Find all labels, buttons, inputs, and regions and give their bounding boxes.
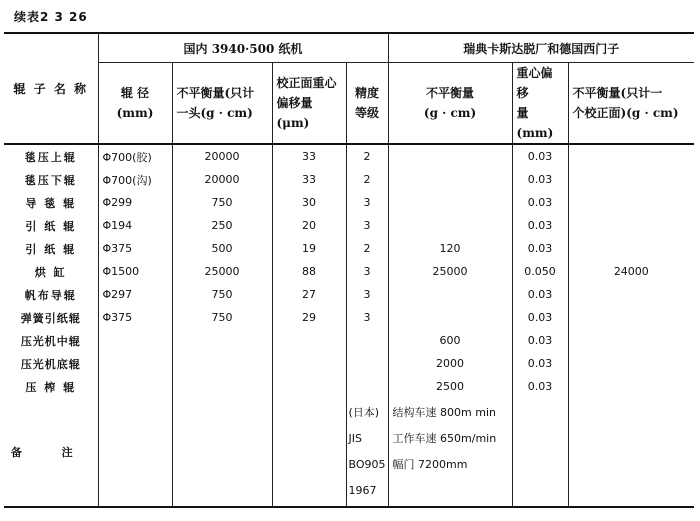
cell-imbalance-domestic: 20000 (172, 144, 272, 168)
header-group-domestic: 国内 3940·500 纸机 (98, 33, 388, 63)
cell-imbalance-sweden: 600 (388, 329, 512, 352)
remarks-empty-diameter (98, 398, 172, 507)
cell-offset-sweden: 0.03 (512, 306, 568, 329)
cell-diameter: Φ299 (98, 191, 172, 214)
cell-imbalance-sweden (388, 306, 512, 329)
remarks-empty-offset (272, 398, 346, 507)
cell-roll-name: 压光机中辊 (4, 329, 98, 352)
cell-roll-name: 毯压上辊 (4, 144, 98, 168)
table-row (4, 329, 694, 352)
cell-imbalance-sweden-each: 24000 (568, 260, 694, 283)
cell-grade: 2 (346, 168, 388, 191)
cell-imbalance-sweden (388, 214, 512, 237)
header-offset-domestic-line2: 偏移量(μm) (276, 96, 313, 130)
cell-grade: 2 (346, 237, 388, 260)
header-imbalance-domestic-line2: 一头(g · cm) (176, 106, 253, 120)
cell-imbalance-sweden (388, 144, 512, 168)
remarks-empty-offset-sweden (512, 398, 568, 507)
cell-offset-sweden: 0.03 (512, 237, 568, 260)
header-imbalance-sweden-each-line1: 不平衡量(只计一 (572, 86, 663, 100)
table-row (4, 144, 694, 168)
cell-offset-domestic: 30 (272, 191, 346, 214)
remarks-label: 备 注 (4, 398, 98, 507)
cell-grade: 3 (346, 283, 388, 306)
cell-imbalance-domestic: 25000 (172, 260, 272, 283)
header-imbalance-domestic-line1: 不平衡量(只计 (176, 86, 255, 100)
cell-diameter (98, 329, 172, 352)
remarks-row (4, 398, 694, 507)
cell-imbalance-sweden-each (568, 352, 694, 375)
header-accuracy-line2: 等级 (355, 106, 380, 120)
cell-offset-sweden: 0.03 (512, 168, 568, 191)
cell-diameter: Φ194 (98, 214, 172, 237)
header-offset-sweden-line2: 量(mm) (516, 106, 554, 140)
remarks-empty-imbalance (172, 398, 272, 507)
remarks-spec-line: 幅门 7200mm (392, 458, 468, 471)
cell-offset-sweden: 0.03 (512, 283, 568, 306)
cell-offset-domestic: 33 (272, 168, 346, 191)
cell-roll-name: 烘 缸 (4, 260, 98, 283)
cell-diameter: Φ297 (98, 283, 172, 306)
cell-offset-domestic (272, 375, 346, 398)
cell-roll-name: 引 纸 辊 (4, 214, 98, 237)
table-row (4, 191, 694, 214)
cell-offset-sweden: 0.03 (512, 352, 568, 375)
cell-diameter: Φ375 (98, 237, 172, 260)
cell-diameter: Φ700(沟) (98, 168, 172, 191)
cell-offset-domestic: 88 (272, 260, 346, 283)
remarks-empty-imbalance-each (568, 398, 694, 507)
cell-imbalance-sweden: 120 (388, 237, 512, 260)
remarks-machine-specs (388, 398, 512, 507)
cell-offset-sweden: 0.03 (512, 191, 568, 214)
cell-imbalance-domestic: 20000 (172, 168, 272, 191)
cell-offset-domestic: 29 (272, 306, 346, 329)
cell-offset-domestic: 27 (272, 283, 346, 306)
cell-imbalance-domestic: 500 (172, 237, 272, 260)
cell-grade: 2 (346, 144, 388, 168)
cell-roll-name: 引 纸 辊 (4, 237, 98, 260)
header-imbalance-sweden-line1: 不平衡量 (426, 86, 475, 100)
header-group-sweden: 瑞典卡斯达脱厂和德国西门子 (388, 33, 694, 63)
cell-offset-sweden: 0.03 (512, 214, 568, 237)
table-caption: 续表2 3 26 (14, 10, 88, 24)
header-accuracy (346, 63, 388, 145)
cell-imbalance-sweden-each (568, 237, 694, 260)
header-offset-domestic (272, 63, 346, 145)
header-offset-sweden-line1: 重心偏移 (516, 66, 553, 100)
header-imbalance-domestic (172, 63, 272, 145)
remarks-spec-line: 工作车速 650m/min (392, 432, 497, 445)
cell-grade: 3 (346, 260, 388, 283)
cell-diameter (98, 352, 172, 375)
table-row (4, 352, 694, 375)
remarks-standard-line: BO905 (348, 458, 386, 471)
cell-imbalance-domestic (172, 375, 272, 398)
cell-roll-name: 毯压下辊 (4, 168, 98, 191)
cell-offset-sweden: 0.03 (512, 375, 568, 398)
table-row (4, 214, 694, 237)
cell-imbalance-sweden-each (568, 375, 694, 398)
cell-grade (346, 352, 388, 375)
cell-imbalance-sweden: 2500 (388, 375, 512, 398)
header-imbalance-sweden (388, 63, 512, 145)
header-diameter (98, 63, 172, 145)
cell-offset-domestic: 19 (272, 237, 346, 260)
cell-diameter: Φ1500 (98, 260, 172, 283)
cell-imbalance-sweden (388, 283, 512, 306)
cell-roll-name: 导 毯 辊 (4, 191, 98, 214)
cell-offset-sweden: 0.03 (512, 329, 568, 352)
header-roll-name: 辊 子 名 称 (4, 33, 98, 144)
cell-imbalance-domestic: 750 (172, 306, 272, 329)
header-diameter-line1: 辊 径 (120, 86, 150, 100)
cell-imbalance-domestic (172, 352, 272, 375)
cell-grade: 3 (346, 306, 388, 329)
cell-imbalance-sweden-each (568, 168, 694, 191)
cell-grade (346, 329, 388, 352)
cell-imbalance-domestic: 750 (172, 191, 272, 214)
header-imbalance-sweden-each-line2: 个校正面)(g · cm) (572, 106, 679, 120)
table-row (4, 283, 694, 306)
cell-grade (346, 375, 388, 398)
table-row (4, 375, 694, 398)
remarks-standard-line: 1967 (348, 484, 377, 497)
cell-imbalance-sweden: 2000 (388, 352, 512, 375)
header-imbalance-sweden-each (568, 63, 694, 145)
cell-offset-sweden: 0.03 (512, 144, 568, 168)
cell-offset-domestic (272, 352, 346, 375)
header-offset-domestic-line1: 校正面重心 (276, 76, 337, 90)
cell-roll-name: 压光机底辊 (4, 352, 98, 375)
table-row (4, 237, 694, 260)
cell-offset-domestic: 20 (272, 214, 346, 237)
cell-imbalance-sweden-each (568, 214, 694, 237)
cell-roll-name: 弹簧引纸辊 (4, 306, 98, 329)
header-accuracy-line1: 精度 (355, 86, 380, 100)
cell-imbalance-sweden (388, 191, 512, 214)
table-row (4, 260, 694, 283)
cell-diameter (98, 375, 172, 398)
cell-offset-sweden: 0.050 (512, 260, 568, 283)
cell-imbalance-sweden (388, 168, 512, 191)
header-imbalance-sweden-line2: (g · cm) (423, 106, 477, 120)
cell-roll-name: 帆布导辊 (4, 283, 98, 306)
cell-roll-name: 压 榨 辊 (4, 375, 98, 398)
cell-imbalance-domestic: 750 (172, 283, 272, 306)
cell-imbalance-domestic (172, 329, 272, 352)
cell-imbalance-sweden-each (568, 283, 694, 306)
header-diameter-line2: (mm) (116, 106, 154, 120)
remarks-standard-line: (日本) (348, 406, 380, 419)
table-row (4, 306, 694, 329)
cell-diameter: Φ700(胶) (98, 144, 172, 168)
header-offset-sweden (512, 63, 568, 145)
remarks-standard (346, 398, 388, 507)
remarks-standard-line: JIS (348, 432, 362, 445)
remarks-spec-line: 结构车速 800m min (392, 406, 496, 419)
cell-offset-domestic (272, 329, 346, 352)
cell-grade: 3 (346, 191, 388, 214)
cell-imbalance-domestic: 250 (172, 214, 272, 237)
cell-diameter: Φ375 (98, 306, 172, 329)
cell-grade: 3 (346, 214, 388, 237)
cell-imbalance-sweden: 25000 (388, 260, 512, 283)
cell-imbalance-sweden-each (568, 329, 694, 352)
cell-offset-domestic: 33 (272, 144, 346, 168)
roll-balance-table (4, 32, 694, 508)
table-row (4, 168, 694, 191)
cell-imbalance-sweden-each (568, 191, 694, 214)
cell-imbalance-sweden-each (568, 306, 694, 329)
cell-imbalance-sweden-each (568, 144, 694, 168)
